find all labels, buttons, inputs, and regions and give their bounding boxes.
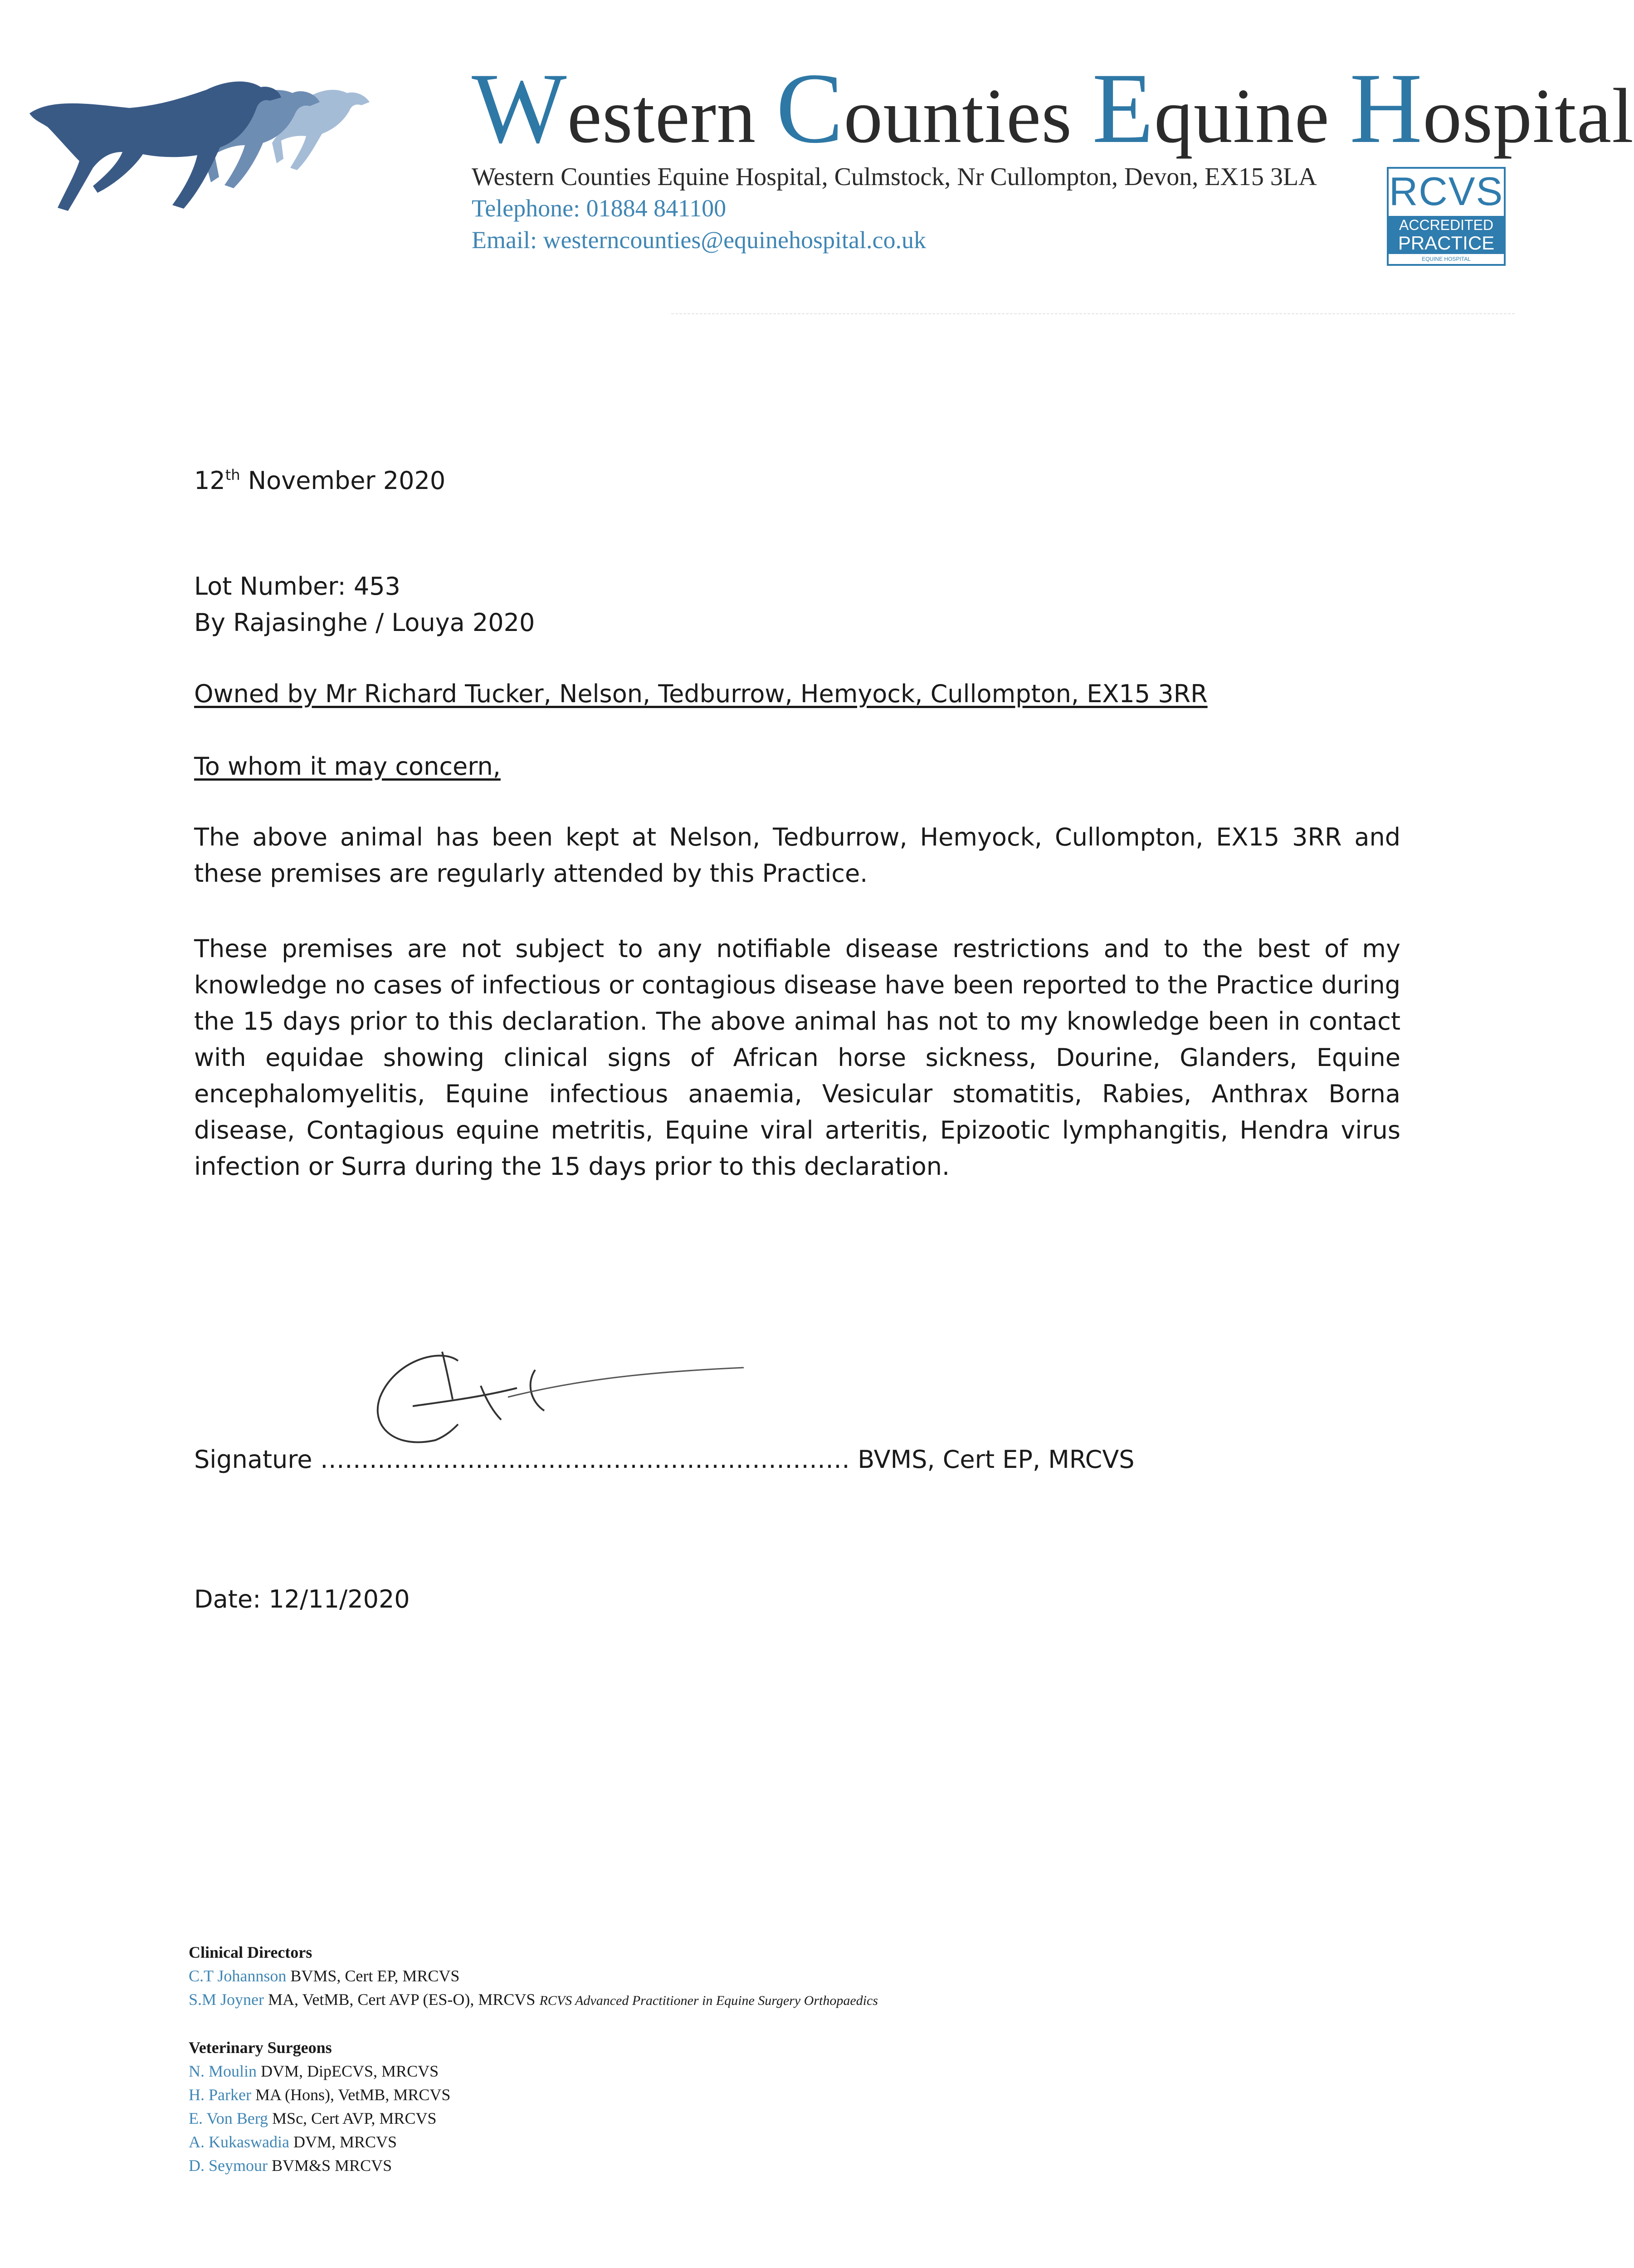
breeding-line: By Rajasinghe / Louya 2020 [194,608,535,637]
surgeon-row: N. Moulin DVM, DipECVS, MRCVS [189,2062,439,2080]
paragraph-premises: The above animal has been kept at Nelson, Tedburrow, Hemyock, Cullompton, EX15 3RR and these premises are regularly attended by this Practice. [194,823,1400,888]
rcvs-badge-foot: EQUINE HOSPITAL [1422,256,1471,262]
clinical-directors [189,1941,878,2013]
signature-line: Signature ……………………..………………………………… BVMS, Cert EP, MRCVS [194,1445,1135,1474]
surgeon-row: D. Seymour BVM&S MRCVS [189,2156,392,2175]
rcvs-badge-band [1389,216,1504,254]
rcvs-badge-title: RCVS [1389,169,1504,214]
surgeons-heading: Veterinary Surgeons [189,2038,332,2057]
horses-logo [25,54,424,227]
rcvs-badge-line2: PRACTICE [1398,232,1495,254]
veterinary-surgeons [189,2036,450,2177]
hospital-telephone: Telephone: 01884 841100 [472,195,727,222]
surgeon-row: A. Kukaswadia DVM, MRCVS [189,2133,397,2151]
lot-number: Lot Number: 453 [194,572,400,601]
header-divider [671,313,1515,314]
owner-line: Owned by Mr Richard Tucker, Nelson, Tedburrow, Hemyock, Cullompton, EX15 3RR [194,679,1208,708]
letter-date: 12th November 2020 [194,466,446,495]
hospital-name-heading: Western Counties Equine Hospital [472,53,1634,164]
rcvs-accredited-badge [1387,167,1506,266]
surgeon-row: H. Parker MA (Hons), VetMB, MRCVS [189,2086,451,2104]
hospital-email: Email: westerncounties@equinehospital.co.uk [472,226,926,254]
horse-dark-icon [29,82,281,211]
director-row: S.M Joyner MA, VetMB, Cert AVP (ES-O), MRCVS RCVS Advanced Practitioner in Equine Surgery Orthopaedics [189,1990,878,2009]
salutation: To whom it may concern, [194,752,501,781]
surgeon-row: E. Von Berg MSc, Cert AVP, MRCVS [189,2109,437,2127]
paragraph-declaration: These premises are not subject to any notifiable disease restrictions and to the best of my knowledge no cases of infectious or contagious disease have been reported to the Practice during the 15 days prior to this declaration. The above animal has not to my knowledge been in contact with equidae showing clinical signs of African horse sickness, Dourine, Glanders, Equine encephalomyelitis, Equine infectious anaemia, Vesicular stomatitis, Rabies, Anthrax Borna disease, Contagious equine metritis, Equine viral arteritis, Epizootic lymphangitis, Hendra virus infection or Surra during the 15 days prior to this declaration. [194,934,1400,1181]
director-row: C.T Johannson BVMS, Cert EP, MRCVS [189,1967,460,1985]
rcvs-badge-line1: ACCREDITED [1399,217,1493,233]
directors-heading: Clinical Directors [189,1943,312,1961]
signature-date: Date: 12/11/2020 [194,1585,410,1613]
hospital-address: Western Counties Equine Hospital, Culmstock, Nr Cullompton, Devon, EX15 3LA [472,163,1317,191]
